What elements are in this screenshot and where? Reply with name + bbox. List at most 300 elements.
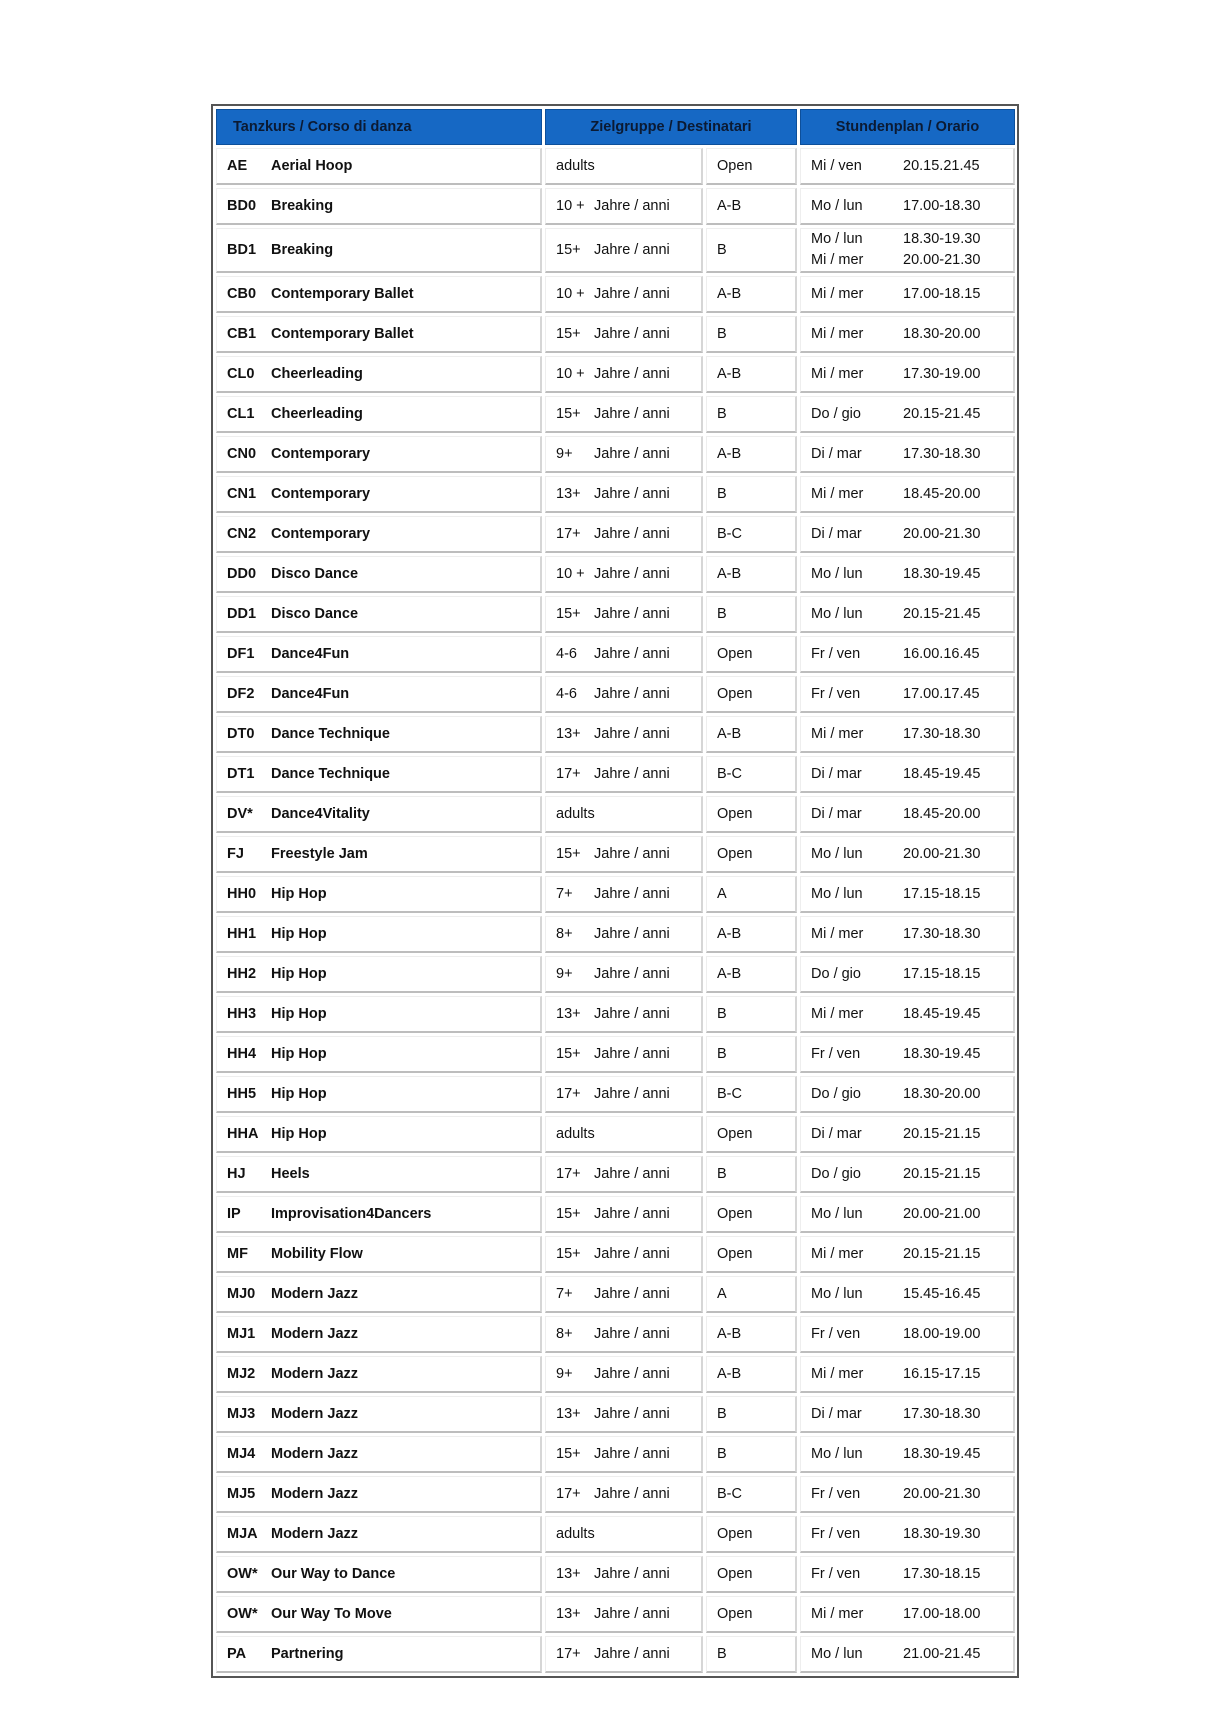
age-value: 8+ bbox=[556, 1326, 573, 1342]
age-unit: Jahre / anni bbox=[594, 1246, 670, 1262]
course-cell bbox=[216, 636, 542, 673]
schedule-day: Mi / mer bbox=[811, 1005, 864, 1022]
course-code: MJ0 bbox=[227, 1286, 256, 1302]
schedule-line bbox=[811, 364, 1003, 385]
level-cell: B bbox=[706, 316, 797, 353]
age-unit: Jahre / anni bbox=[594, 886, 670, 902]
course-cell bbox=[216, 1156, 542, 1193]
course-code: HH0 bbox=[227, 886, 257, 902]
schedule-day: Fr / ven bbox=[811, 1525, 861, 1542]
schedule-cell bbox=[800, 916, 1015, 953]
course-cell bbox=[216, 356, 542, 393]
age-cell bbox=[545, 1196, 703, 1233]
table-row bbox=[216, 188, 1015, 225]
schedule-cell bbox=[800, 876, 1015, 913]
schedule-day: Mo / lun bbox=[811, 231, 863, 247]
schedule-day: Mo / lun bbox=[811, 1445, 863, 1462]
course-cell bbox=[216, 836, 542, 873]
age-unit: Jahre / anni bbox=[594, 846, 670, 862]
age-cell bbox=[545, 556, 703, 593]
level-cell: B-C bbox=[706, 516, 797, 553]
schedule-line bbox=[811, 484, 1003, 505]
schedule-line bbox=[811, 884, 1003, 905]
course-name: Dance4Fun bbox=[271, 686, 350, 702]
schedule-day: Do / gio bbox=[811, 1085, 861, 1102]
table-row bbox=[216, 1516, 1015, 1553]
schedule-day: Fr / ven bbox=[811, 645, 861, 662]
table-row bbox=[216, 356, 1015, 393]
schedule-line bbox=[811, 924, 1003, 945]
course-code: AE bbox=[227, 158, 248, 174]
course-name: Breaking bbox=[271, 242, 334, 258]
age-value: 15+ bbox=[556, 1446, 581, 1462]
age-cell bbox=[545, 1316, 703, 1353]
level-cell: Open bbox=[706, 636, 797, 673]
schedule-line bbox=[811, 1524, 1003, 1545]
course-name: Contemporary Ballet bbox=[271, 286, 414, 302]
course-name: Hip Hop bbox=[271, 886, 327, 902]
age-unit: Jahre / anni bbox=[594, 1566, 670, 1582]
age-unit: Jahre / anni bbox=[594, 566, 670, 582]
table-row bbox=[216, 1076, 1015, 1113]
age-unit: Jahre / anni bbox=[594, 1326, 670, 1342]
schedule-cell bbox=[800, 316, 1015, 353]
age-cell bbox=[545, 1156, 703, 1193]
level-cell: B bbox=[706, 1156, 797, 1193]
schedule-time: 21.00-21.45 bbox=[903, 1645, 981, 1662]
schedule-cell bbox=[800, 436, 1015, 473]
table-row bbox=[216, 228, 1015, 273]
header-course: Tanzkurs / Corso di danza bbox=[216, 109, 542, 145]
table-row bbox=[216, 476, 1015, 513]
course-name: Dance4Fun bbox=[271, 646, 350, 662]
course-name: Hip Hop bbox=[271, 966, 327, 982]
schedule-day: Fr / ven bbox=[811, 685, 861, 702]
course-name: Heels bbox=[271, 1166, 310, 1182]
course-cell bbox=[216, 1076, 542, 1113]
age-value: 15+ bbox=[556, 326, 581, 342]
schedule-day: Di / mar bbox=[811, 445, 862, 462]
schedule-time: 16.15-17.15 bbox=[903, 1365, 981, 1382]
age-unit: Jahre / anni bbox=[594, 1046, 670, 1062]
age-unit: Jahre / anni bbox=[594, 1206, 670, 1222]
age-unit: Jahre / anni bbox=[594, 1166, 670, 1182]
course-cell bbox=[216, 516, 542, 553]
schedule-line bbox=[811, 1364, 1003, 1385]
course-code: OW* bbox=[227, 1566, 258, 1582]
age-value: 17+ bbox=[556, 1486, 581, 1502]
age-cell bbox=[545, 188, 703, 225]
schedule-day: Fr / ven bbox=[811, 1565, 861, 1582]
schedule-time: 20.00-21.30 bbox=[903, 845, 981, 862]
age-unit: Jahre / anni bbox=[594, 366, 670, 382]
course-name: Hip Hop bbox=[271, 1086, 327, 1102]
age-unit: Jahre / anni bbox=[594, 1286, 670, 1302]
age-cell bbox=[545, 836, 703, 873]
course-name: Disco Dance bbox=[271, 606, 359, 622]
schedule-cell bbox=[800, 996, 1015, 1033]
schedule-day: Di / mar bbox=[811, 1125, 862, 1142]
level-cell: Open bbox=[706, 1196, 797, 1233]
age-value: 13+ bbox=[556, 1406, 581, 1422]
table-row bbox=[216, 1036, 1015, 1073]
course-name: Cheerleading bbox=[271, 406, 363, 422]
schedule-time: 18.00-19.00 bbox=[903, 1325, 981, 1342]
schedule-day: Mi / mer bbox=[811, 325, 864, 342]
schedule-line bbox=[811, 804, 1003, 825]
schedule-line bbox=[811, 1604, 1003, 1625]
course-code: CN0 bbox=[227, 446, 257, 462]
schedule-cell bbox=[800, 1196, 1015, 1233]
course-code: CL0 bbox=[227, 366, 255, 382]
level-cell: B bbox=[706, 1636, 797, 1673]
course-code: MJ3 bbox=[227, 1406, 256, 1422]
table-row bbox=[216, 1316, 1015, 1353]
schedule-day: Fr / ven bbox=[811, 1485, 861, 1502]
level-cell: A-B bbox=[706, 436, 797, 473]
schedule-time: 18.30-19.30 bbox=[903, 231, 981, 247]
course-name: Modern Jazz bbox=[271, 1326, 359, 1342]
schedule-time: 17.00-18.30 bbox=[903, 197, 981, 214]
schedule-time: 20.15-21.15 bbox=[903, 1165, 981, 1182]
schedule-cell bbox=[800, 356, 1015, 393]
course-cell bbox=[216, 1276, 542, 1313]
course-code: CB0 bbox=[227, 286, 257, 302]
schedule-line bbox=[811, 724, 1003, 745]
course-code: DD1 bbox=[227, 606, 257, 622]
course-name: Modern Jazz bbox=[271, 1366, 359, 1382]
schedule-day: Mo / lun bbox=[811, 1285, 863, 1302]
schedule-cell bbox=[800, 1556, 1015, 1593]
course-cell bbox=[216, 436, 542, 473]
table-row bbox=[216, 316, 1015, 353]
table-row bbox=[216, 1556, 1015, 1593]
course-cell bbox=[216, 276, 542, 313]
schedule-line bbox=[811, 1044, 1003, 1065]
schedule-cell bbox=[800, 1476, 1015, 1513]
age-cell bbox=[545, 1236, 703, 1273]
schedule-line bbox=[811, 524, 1003, 545]
schedule-time: 20.00-21.30 bbox=[903, 525, 981, 542]
age-cell bbox=[545, 148, 703, 185]
course-cell bbox=[216, 188, 542, 225]
table-row bbox=[216, 436, 1015, 473]
course-name: Modern Jazz bbox=[271, 1406, 359, 1422]
schedule-day: Mi / mer bbox=[811, 365, 864, 382]
age-cell bbox=[545, 1396, 703, 1433]
age-value: 10 + bbox=[556, 566, 585, 582]
table-body bbox=[216, 148, 1015, 1673]
table-row bbox=[216, 636, 1015, 673]
table-row bbox=[216, 1476, 1015, 1513]
age-value: 15+ bbox=[556, 1246, 581, 1262]
age-value: adults bbox=[556, 1526, 595, 1542]
course-cell bbox=[216, 1356, 542, 1393]
course-cell bbox=[216, 1196, 542, 1233]
table-header-row bbox=[216, 109, 1015, 145]
level-cell: B-C bbox=[706, 1076, 797, 1113]
schedule-cell bbox=[800, 556, 1015, 593]
table-row bbox=[216, 1276, 1015, 1313]
schedule-time: 17.15-18.15 bbox=[903, 885, 981, 902]
course-cell bbox=[216, 1476, 542, 1513]
course-code: HHA bbox=[227, 1126, 259, 1142]
course-name: Our Way To Move bbox=[271, 1606, 392, 1622]
course-code: MJ1 bbox=[227, 1326, 256, 1342]
course-cell bbox=[216, 1116, 542, 1153]
course-cell bbox=[216, 148, 542, 185]
age-cell bbox=[545, 1276, 703, 1313]
age-unit: Jahre / anni bbox=[594, 726, 670, 742]
schedule-day: Di / mar bbox=[811, 805, 862, 822]
schedule-line bbox=[811, 1404, 1003, 1425]
schedule-time: 15.45-16.45 bbox=[903, 1285, 981, 1302]
course-name: Hip Hop bbox=[271, 1126, 327, 1142]
age-cell bbox=[545, 716, 703, 753]
schedule-cell bbox=[800, 836, 1015, 873]
age-unit: Jahre / anni bbox=[594, 1366, 670, 1382]
age-cell bbox=[545, 1436, 703, 1473]
schedule-cell bbox=[800, 956, 1015, 993]
age-unit: Jahre / anni bbox=[594, 326, 670, 342]
age-value: 7+ bbox=[556, 1286, 573, 1302]
schedule-time: 18.45-20.00 bbox=[903, 485, 981, 502]
level-cell: Open bbox=[706, 1236, 797, 1273]
level-cell: A-B bbox=[706, 956, 797, 993]
schedule-day: Mo / lun bbox=[811, 1645, 863, 1662]
schedule-time: 18.30-20.00 bbox=[903, 325, 981, 342]
course-schedule-table bbox=[211, 104, 1019, 1678]
header-schedule: Stundenplan / Orario bbox=[800, 109, 1015, 145]
level-cell: A-B bbox=[706, 1316, 797, 1353]
course-code: MJA bbox=[227, 1526, 258, 1542]
course-cell bbox=[216, 1396, 542, 1433]
course-cell bbox=[216, 796, 542, 833]
schedule-time: 20.00-21.00 bbox=[903, 1205, 981, 1222]
course-code: HH4 bbox=[227, 1046, 257, 1062]
schedule-cell bbox=[800, 516, 1015, 553]
level-cell: Open bbox=[706, 676, 797, 713]
schedule-line bbox=[811, 284, 1003, 305]
schedule-line bbox=[811, 764, 1003, 785]
schedule-cell bbox=[800, 1036, 1015, 1073]
age-value: 15+ bbox=[556, 846, 581, 862]
schedule-cell bbox=[800, 1236, 1015, 1273]
schedule-time: 18.45-20.00 bbox=[903, 805, 981, 822]
age-cell bbox=[545, 796, 703, 833]
course-cell bbox=[216, 676, 542, 713]
age-unit: Jahre / anni bbox=[594, 1646, 670, 1662]
course-code: MJ4 bbox=[227, 1446, 256, 1462]
schedule-line bbox=[811, 1324, 1003, 1345]
schedule-day: Do / gio bbox=[811, 1165, 861, 1182]
course-name: Partnering bbox=[271, 1646, 344, 1662]
level-cell: Open bbox=[706, 836, 797, 873]
schedule-line bbox=[811, 1284, 1003, 1305]
age-unit: Jahre / anni bbox=[594, 646, 670, 662]
schedule-line bbox=[811, 1644, 1003, 1665]
course-code: DF1 bbox=[227, 646, 255, 662]
age-cell bbox=[545, 1036, 703, 1073]
schedule-day: Di / mar bbox=[811, 765, 862, 782]
course-code: DF2 bbox=[227, 686, 255, 702]
level-cell: Open bbox=[706, 796, 797, 833]
table-row bbox=[216, 836, 1015, 873]
age-cell bbox=[545, 476, 703, 513]
schedule-time: 17.30-18.15 bbox=[903, 1565, 981, 1582]
schedule-cell bbox=[800, 1356, 1015, 1393]
course-cell bbox=[216, 396, 542, 433]
course-cell bbox=[216, 1036, 542, 1073]
course-cell bbox=[216, 1596, 542, 1633]
age-cell bbox=[545, 996, 703, 1033]
table-row bbox=[216, 996, 1015, 1033]
schedule-cell bbox=[800, 1116, 1015, 1153]
schedule-cell bbox=[800, 1396, 1015, 1433]
course-code: HH2 bbox=[227, 966, 257, 982]
age-unit: Jahre / anni bbox=[594, 1086, 670, 1102]
table-row bbox=[216, 956, 1015, 993]
schedule-cell bbox=[800, 1436, 1015, 1473]
schedule-time: 17.00-18.00 bbox=[903, 1605, 981, 1622]
level-cell: Open bbox=[706, 148, 797, 185]
age-value: 17+ bbox=[556, 1086, 581, 1102]
course-code: IP bbox=[227, 1206, 241, 1222]
age-cell bbox=[545, 756, 703, 793]
schedule-line bbox=[811, 1204, 1003, 1225]
schedule-time: 18.30-19.30 bbox=[903, 1525, 981, 1542]
level-cell: A bbox=[706, 876, 797, 913]
schedule-cell bbox=[800, 756, 1015, 793]
schedule-line bbox=[811, 229, 1003, 250]
schedule-day: Mi / ven bbox=[811, 157, 862, 174]
course-code: MF bbox=[227, 1246, 248, 1262]
age-cell bbox=[545, 1516, 703, 1553]
age-value: 13+ bbox=[556, 1606, 581, 1622]
schedule-time: 20.15-21.45 bbox=[903, 605, 981, 622]
schedule-line bbox=[811, 1084, 1003, 1105]
schedule-cell bbox=[800, 1596, 1015, 1633]
age-value: 17+ bbox=[556, 1646, 581, 1662]
course-code: HH5 bbox=[227, 1086, 257, 1102]
age-unit: Jahre / anni bbox=[594, 242, 670, 258]
age-value: 9+ bbox=[556, 966, 573, 982]
schedule-cell bbox=[800, 636, 1015, 673]
schedule-line bbox=[811, 1484, 1003, 1505]
schedule-line bbox=[811, 250, 1003, 271]
course-name: Dance4Vitality bbox=[271, 806, 370, 822]
table-row bbox=[216, 1636, 1015, 1673]
schedule-time: 17.30-18.30 bbox=[903, 1405, 981, 1422]
course-cell bbox=[216, 316, 542, 353]
age-value: 7+ bbox=[556, 886, 573, 902]
schedule-day: Mi / mer bbox=[811, 1245, 864, 1262]
course-name: Disco Dance bbox=[271, 566, 359, 582]
course-name: Dance Technique bbox=[271, 726, 390, 742]
schedule-line bbox=[811, 1244, 1003, 1265]
level-cell: A-B bbox=[706, 276, 797, 313]
course-code: DV* bbox=[227, 806, 253, 822]
course-cell bbox=[216, 1636, 542, 1673]
table-row bbox=[216, 756, 1015, 793]
level-cell: Open bbox=[706, 1556, 797, 1593]
age-value: 13+ bbox=[556, 1566, 581, 1582]
course-name: Dance Technique bbox=[271, 766, 390, 782]
schedule-day: Mo / lun bbox=[811, 565, 863, 582]
level-cell: Open bbox=[706, 1516, 797, 1553]
age-cell bbox=[545, 436, 703, 473]
course-name: Hip Hop bbox=[271, 1046, 327, 1062]
table-row bbox=[216, 1356, 1015, 1393]
age-value: 10 + bbox=[556, 366, 585, 382]
schedule-line bbox=[811, 404, 1003, 425]
course-name: Contemporary bbox=[271, 526, 371, 542]
schedule-time: 17.00.17.45 bbox=[903, 685, 980, 702]
table-row bbox=[216, 396, 1015, 433]
schedule-line bbox=[811, 564, 1003, 585]
schedule-time: 20.00-21.30 bbox=[903, 252, 981, 268]
age-cell bbox=[545, 676, 703, 713]
schedule-line bbox=[811, 156, 1003, 177]
age-value: adults bbox=[556, 1126, 595, 1142]
course-cell bbox=[216, 596, 542, 633]
course-name: Mobility Flow bbox=[271, 1246, 363, 1262]
level-cell: A-B bbox=[706, 1356, 797, 1393]
schedule-cell bbox=[800, 1516, 1015, 1553]
schedule-line bbox=[811, 1164, 1003, 1185]
table-row bbox=[216, 1396, 1015, 1433]
course-cell bbox=[216, 1316, 542, 1353]
age-cell bbox=[545, 356, 703, 393]
schedule-line bbox=[811, 196, 1003, 217]
level-cell: B bbox=[706, 476, 797, 513]
schedule-time: 16.00.16.45 bbox=[903, 645, 980, 662]
age-value: 15+ bbox=[556, 406, 581, 422]
age-unit: Jahre / anni bbox=[594, 966, 670, 982]
schedule-line bbox=[811, 684, 1003, 705]
course-name: Improvisation4Dancers bbox=[271, 1206, 432, 1222]
level-cell: B bbox=[706, 1396, 797, 1433]
schedule-line bbox=[811, 844, 1003, 865]
table-row bbox=[216, 1196, 1015, 1233]
table-row bbox=[216, 1156, 1015, 1193]
age-cell bbox=[545, 1476, 703, 1513]
course-name: Modern Jazz bbox=[271, 1526, 359, 1542]
schedule-cell bbox=[800, 1076, 1015, 1113]
level-cell: B-C bbox=[706, 756, 797, 793]
course-cell bbox=[216, 916, 542, 953]
level-cell: B bbox=[706, 228, 797, 273]
table-row bbox=[216, 916, 1015, 953]
schedule-time: 18.30-19.45 bbox=[903, 1445, 981, 1462]
level-cell: A-B bbox=[706, 916, 797, 953]
schedule-day: Mi / mer bbox=[811, 1365, 864, 1382]
age-value: 17+ bbox=[556, 766, 581, 782]
course-name: Aerial Hoop bbox=[271, 158, 353, 174]
schedule-line bbox=[811, 644, 1003, 665]
schedule-time: 17.30-18.30 bbox=[903, 445, 981, 462]
level-cell: A-B bbox=[706, 188, 797, 225]
course-name: Contemporary bbox=[271, 446, 371, 462]
level-cell: B bbox=[706, 596, 797, 633]
age-cell bbox=[545, 1356, 703, 1393]
schedule-day: Do / gio bbox=[811, 405, 861, 422]
age-value: 17+ bbox=[556, 526, 581, 542]
age-value: 15+ bbox=[556, 606, 581, 622]
table-row bbox=[216, 596, 1015, 633]
schedule-cell bbox=[800, 716, 1015, 753]
age-unit: Jahre / anni bbox=[594, 1446, 670, 1462]
